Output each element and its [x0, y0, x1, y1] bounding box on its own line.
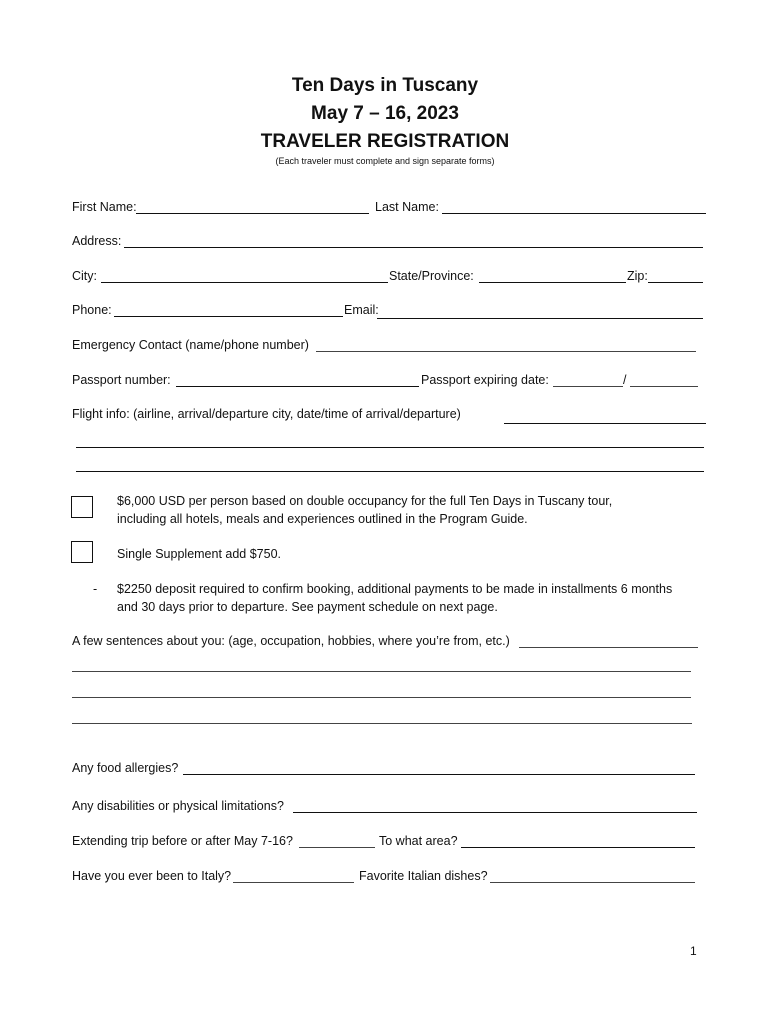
- phone-field[interactable]: [114, 316, 343, 317]
- about-you-line-3[interactable]: [72, 697, 691, 698]
- form-heading: TRAVELER REGISTRATION: [260, 131, 510, 152]
- about-you-field[interactable]: [519, 647, 698, 648]
- passport-expiry-year-field[interactable]: [630, 386, 698, 387]
- tour-option-text: [117, 492, 717, 528]
- passport-expiry-month-field[interactable]: [553, 386, 623, 387]
- about-you-line-2[interactable]: [72, 671, 691, 672]
- disabilities-label: Any disabilities or physical limitations?: [72, 799, 284, 813]
- deposit-line-2: and 30 days prior to departure. See payment schedule on next page.: [117, 600, 498, 614]
- deposit-line-1: $2250 deposit required to confirm booking, additional payments to be made in installments 6 months: [117, 582, 673, 596]
- tour-option-checkbox[interactable]: [71, 496, 93, 518]
- flight-info-line-2[interactable]: [76, 447, 704, 448]
- first-name-field[interactable]: [136, 213, 369, 214]
- zip-label: Zip:: [627, 269, 648, 283]
- flight-info-field[interactable]: [504, 423, 706, 424]
- single-supplement-text: Single Supplement add $750.: [117, 547, 282, 561]
- form-dates: May 7 – 16, 2023: [311, 103, 459, 124]
- passport-number-field[interactable]: [176, 386, 419, 387]
- form-title: Ten Days in Tuscany: [291, 75, 479, 96]
- phone-label: Phone:: [72, 303, 112, 317]
- flight-info-line-3[interactable]: [76, 471, 704, 472]
- been-to-italy-label: Have you ever been to Italy?: [72, 869, 232, 883]
- date-slash: /: [623, 373, 627, 387]
- zip-field[interactable]: [648, 282, 703, 283]
- disabilities-field[interactable]: [293, 812, 697, 813]
- first-name-label: First Name:: [72, 200, 137, 214]
- about-you-label: A few sentences about you: (age, occupation, hobbies, where you’re from, etc.): [72, 634, 510, 648]
- food-allergies-field[interactable]: [183, 774, 695, 775]
- deposit-bullet: -: [93, 582, 98, 596]
- passport-expiry-label: Passport expiring date:: [421, 373, 549, 387]
- what-area-label: To what area?: [379, 834, 458, 848]
- state-field[interactable]: [479, 282, 626, 283]
- email-label: Email:: [344, 303, 379, 317]
- address-field[interactable]: [124, 247, 703, 248]
- state-label: State/Province:: [389, 269, 474, 283]
- food-allergies-label: Any food allergies?: [72, 761, 179, 775]
- emergency-contact-label: Emergency Contact (name/phone number): [72, 338, 309, 352]
- address-label: Address:: [72, 234, 122, 248]
- emergency-contact-field[interactable]: [316, 351, 696, 352]
- favorite-dishes-label: Favorite Italian dishes?: [359, 869, 488, 883]
- been-to-italy-field[interactable]: [233, 882, 354, 883]
- about-you-line-4[interactable]: [72, 723, 692, 724]
- tour-option-line-1: $6,000 USD per person based on double occupancy for the full Ten Days in Tuscany tour,: [117, 494, 613, 508]
- what-area-field[interactable]: [461, 847, 695, 848]
- form-subtitle: (Each traveler must complete and sign separate forms): [275, 156, 495, 166]
- favorite-dishes-field[interactable]: [490, 882, 695, 883]
- deposit-text: [117, 580, 717, 616]
- extending-trip-field[interactable]: [299, 847, 375, 848]
- last-name-label: Last Name:: [375, 200, 439, 214]
- passport-number-label: Passport number:: [72, 373, 171, 387]
- page-number: 1: [690, 944, 697, 958]
- tour-option-line-2: including all hotels, meals and experiences outlined in the Program Guide.: [117, 512, 528, 526]
- single-supplement-checkbox[interactable]: [71, 541, 93, 563]
- city-label: City:: [72, 269, 97, 283]
- extending-trip-label: Extending trip before or after May 7-16?: [72, 834, 293, 848]
- flight-info-label: Flight info: (airline, arrival/departure city, date/time of arrival/departure): [72, 407, 461, 421]
- city-field[interactable]: [101, 282, 388, 283]
- email-field[interactable]: [377, 318, 703, 319]
- last-name-field[interactable]: [442, 213, 706, 214]
